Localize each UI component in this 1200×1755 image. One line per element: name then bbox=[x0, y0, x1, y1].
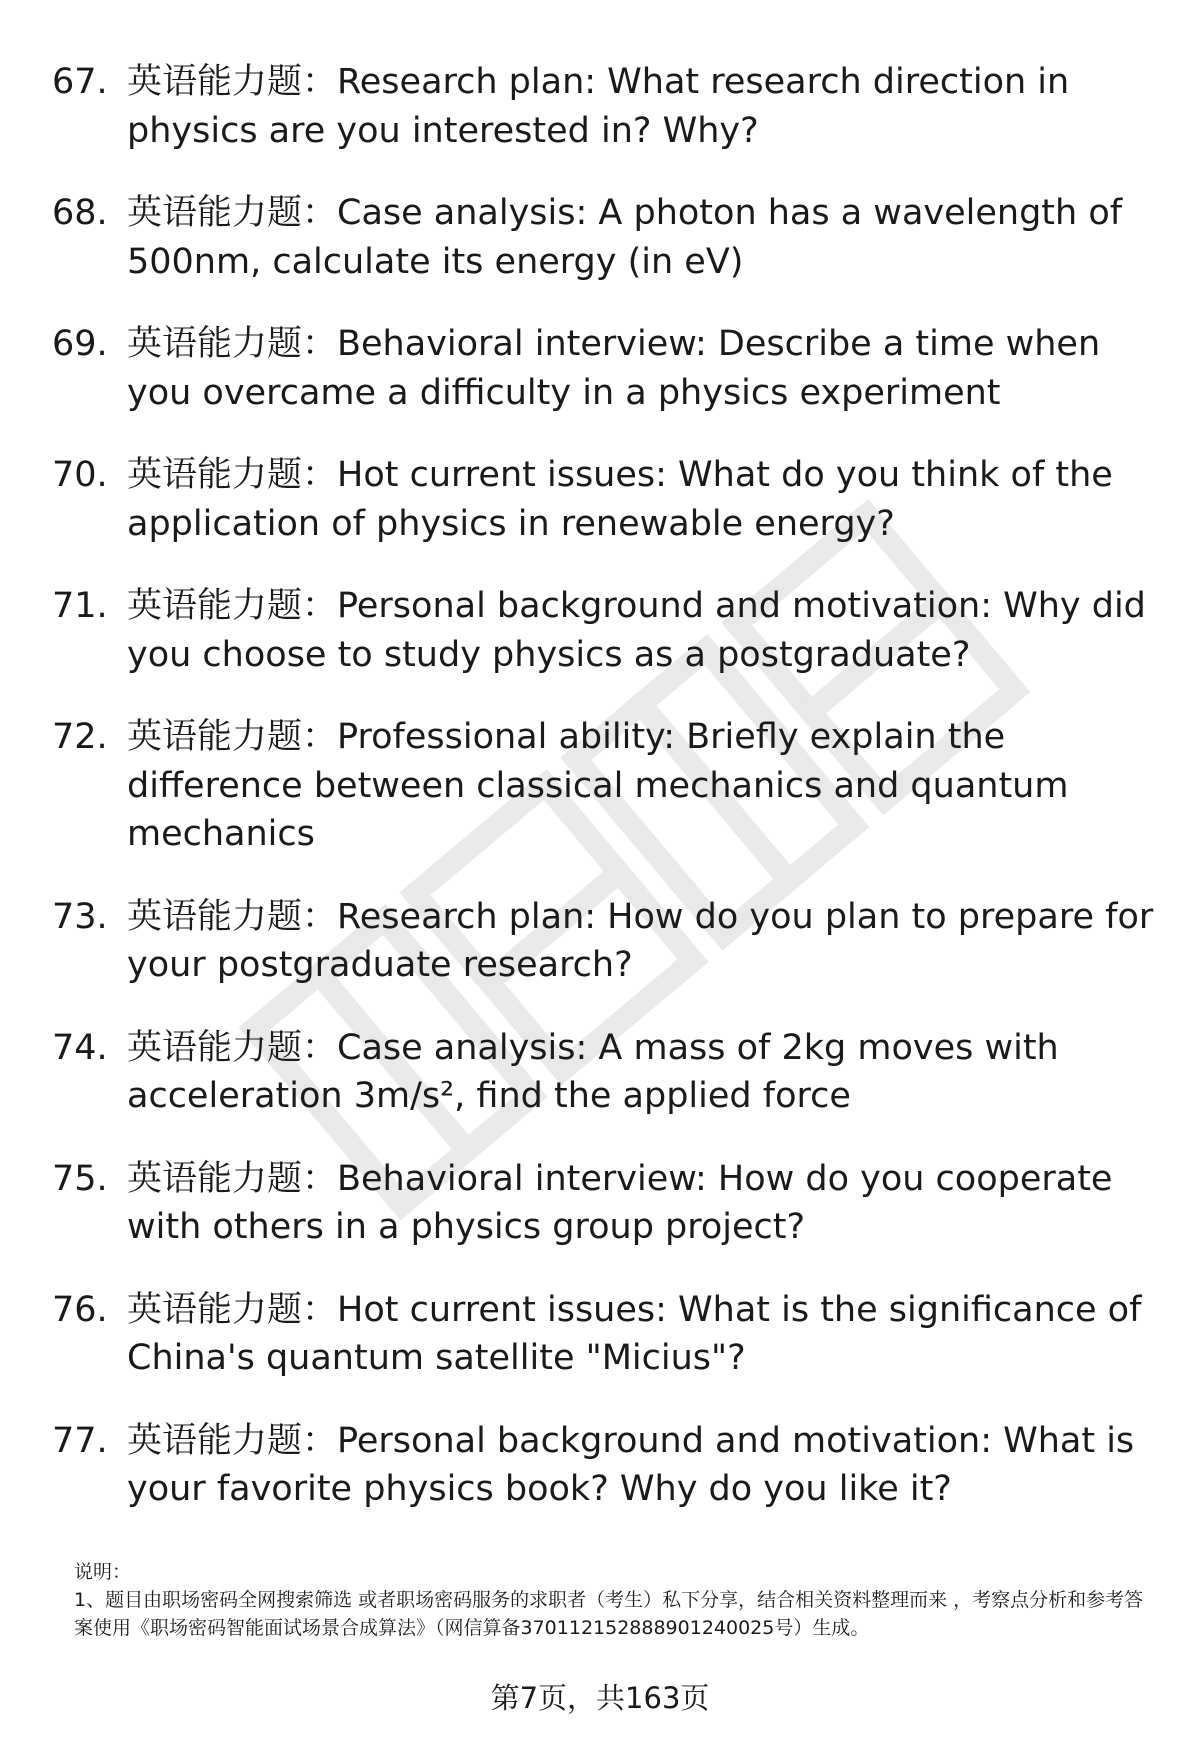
notes-line: 1、题目由职场密码全网搜索筛选 或者职场密码服务的求职者（考生）私下分享，结合相关资料整理而来 ，考察点分析和参考答案使用《职场密码智能面试场景合成算法》（网信算备370112152888901240025号）生成。 bbox=[74, 1589, 1144, 1639]
question-category: 英语能力题： bbox=[127, 193, 338, 233]
question-text: Behavioral interview: Describe a time when you overcame a difficulty in a physics experiment bbox=[127, 324, 1101, 413]
question-body bbox=[127, 1024, 1162, 1121]
question-number: 77. bbox=[52, 1420, 108, 1461]
question-text: Research plan: What research direction in physics are you interested in? Why? bbox=[127, 62, 1070, 151]
question-text: Case analysis: A photon has a wavelength of 500nm, calculate its energy (in eV) bbox=[127, 193, 1123, 282]
question-text: Hot current issues: What is the significance of China's quantum satellite "Micius"? bbox=[127, 1289, 1142, 1378]
question-number: 75. bbox=[52, 1158, 108, 1199]
question-item bbox=[52, 58, 1162, 155]
question-item bbox=[52, 582, 1162, 679]
question-item bbox=[52, 189, 1162, 286]
question-item bbox=[52, 1417, 1162, 1514]
question-item bbox=[52, 1286, 1162, 1383]
question-body bbox=[127, 1286, 1162, 1383]
question-number: 72. bbox=[52, 717, 108, 757]
question-category: 英语能力题： bbox=[127, 1420, 338, 1461]
notes-heading: 说明： bbox=[74, 1561, 132, 1583]
question-number: 76. bbox=[52, 1289, 108, 1330]
question-item bbox=[52, 320, 1162, 417]
question-text: Behavioral interview: How do you cooperate with others in a physics group project? bbox=[127, 1158, 1113, 1247]
question-item bbox=[52, 1155, 1162, 1252]
question-list bbox=[52, 58, 1162, 1548]
notes-section bbox=[74, 1558, 1154, 1642]
question-category: 英语能力题： bbox=[127, 1158, 338, 1199]
question-body bbox=[127, 58, 1162, 155]
question-body bbox=[127, 320, 1162, 417]
page-indicator: 第7页，共163页 bbox=[490, 1681, 710, 1715]
question-number: 67. bbox=[52, 62, 108, 102]
question-number: 69. bbox=[52, 324, 108, 364]
question-body bbox=[127, 1155, 1162, 1252]
question-number: 68. bbox=[52, 193, 108, 233]
question-category: 英语能力题： bbox=[127, 896, 338, 937]
question-body bbox=[127, 893, 1162, 990]
question-item bbox=[52, 451, 1162, 548]
question-text: Case analysis: A mass of 2kg moves with acceleration 3m/s², find the applied force bbox=[127, 1027, 1059, 1116]
question-category: 英语能力题： bbox=[127, 62, 338, 102]
question-body bbox=[127, 189, 1162, 286]
question-body bbox=[127, 1417, 1162, 1514]
question-category: 英语能力题： bbox=[127, 1027, 338, 1068]
question-number: 73. bbox=[52, 896, 108, 937]
question-item bbox=[52, 713, 1162, 859]
question-body bbox=[127, 451, 1162, 548]
question-text: Research plan: How do you plan to prepare for your postgraduate research? bbox=[127, 896, 1154, 985]
question-category: 英语能力题： bbox=[127, 455, 338, 495]
question-text: Hot current issues: What do you think of the application of physics in renewable energy? bbox=[127, 455, 1113, 544]
question-category: 英语能力题： bbox=[127, 1289, 338, 1330]
question-text: Personal background and motivation: What is your favorite physics book? Why do you like it? bbox=[127, 1420, 1135, 1509]
question-category: 英语能力题： bbox=[127, 324, 338, 364]
question-number: 70. bbox=[52, 455, 108, 495]
question-number: 74. bbox=[52, 1027, 108, 1068]
question-text: Professional ability: Briefly explain the difference between classical mechanics and quantum mechanics bbox=[127, 717, 1069, 854]
question-item bbox=[52, 1024, 1162, 1121]
question-body bbox=[127, 582, 1162, 679]
question-body bbox=[127, 713, 1162, 859]
question-category: 英语能力题： bbox=[127, 586, 338, 626]
question-number: 71. bbox=[52, 586, 108, 626]
question-item bbox=[52, 893, 1162, 990]
question-category: 英语能力题： bbox=[127, 717, 338, 757]
question-text: Personal background and motivation: Why did you choose to study physics as a postgraduate? bbox=[127, 586, 1146, 675]
